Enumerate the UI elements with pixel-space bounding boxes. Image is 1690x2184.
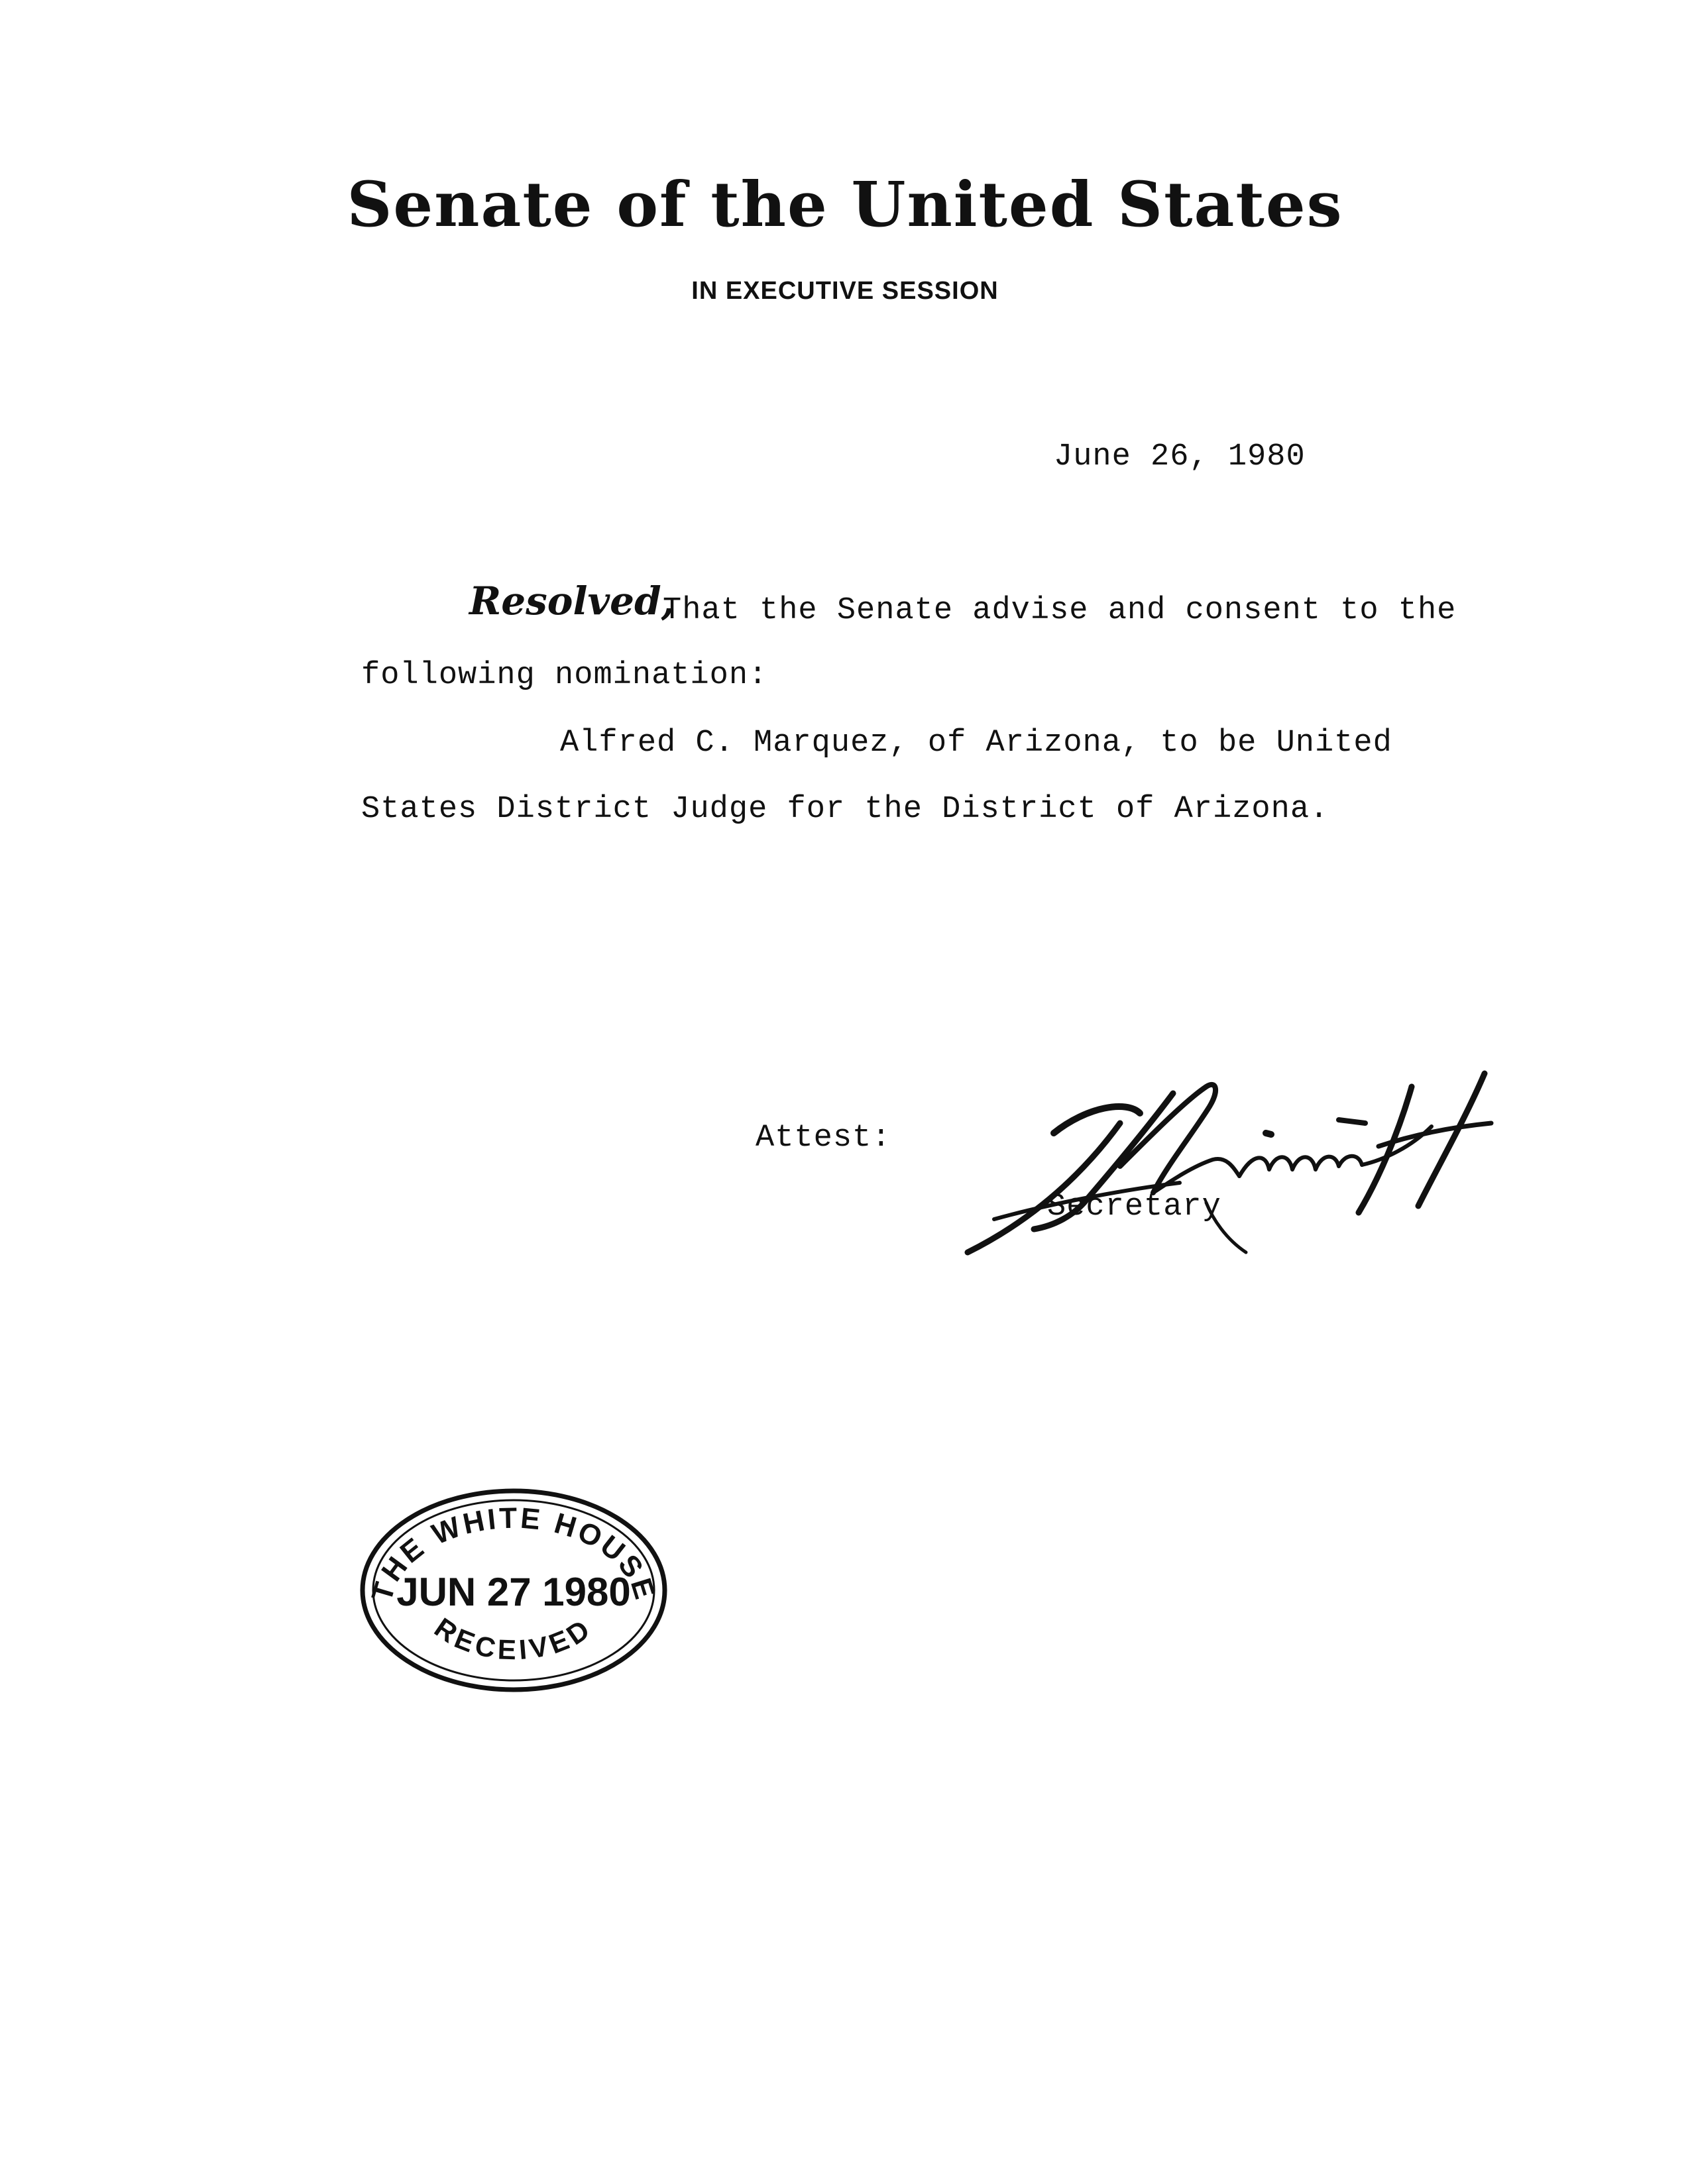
attest-label: Attest: xyxy=(756,1120,891,1156)
nomination-line-1: Alfred C. Marquez, of Arizona, to be United xyxy=(560,726,1392,761)
white-house-received-stamp xyxy=(358,1488,669,1693)
senate-heading: Senate of the United States xyxy=(347,168,1343,241)
resolution-line-1: That the Senate advise and consent to the xyxy=(663,593,1457,628)
secretary-title: Secretary xyxy=(1047,1189,1221,1225)
session-subheading: IN EXECUTIVE SESSION xyxy=(691,277,999,305)
document-date: June 26, 1980 xyxy=(1054,439,1306,474)
resolution-line-2: following nomination: xyxy=(361,658,768,693)
svg-text:RECEIVED: RECEIVED xyxy=(429,1611,598,1666)
svg-text:THE WHITE HOUSE: THE WHITE HOUSE xyxy=(365,1502,662,1606)
secretary-signature xyxy=(954,1060,1524,1259)
nomination-line-2: States District Judge for the District of Arizona. xyxy=(361,792,1329,827)
resolved-word: Resolved, xyxy=(469,578,675,624)
svg-text:JUN 27 1980: JUN 27 1980 xyxy=(396,1570,631,1614)
